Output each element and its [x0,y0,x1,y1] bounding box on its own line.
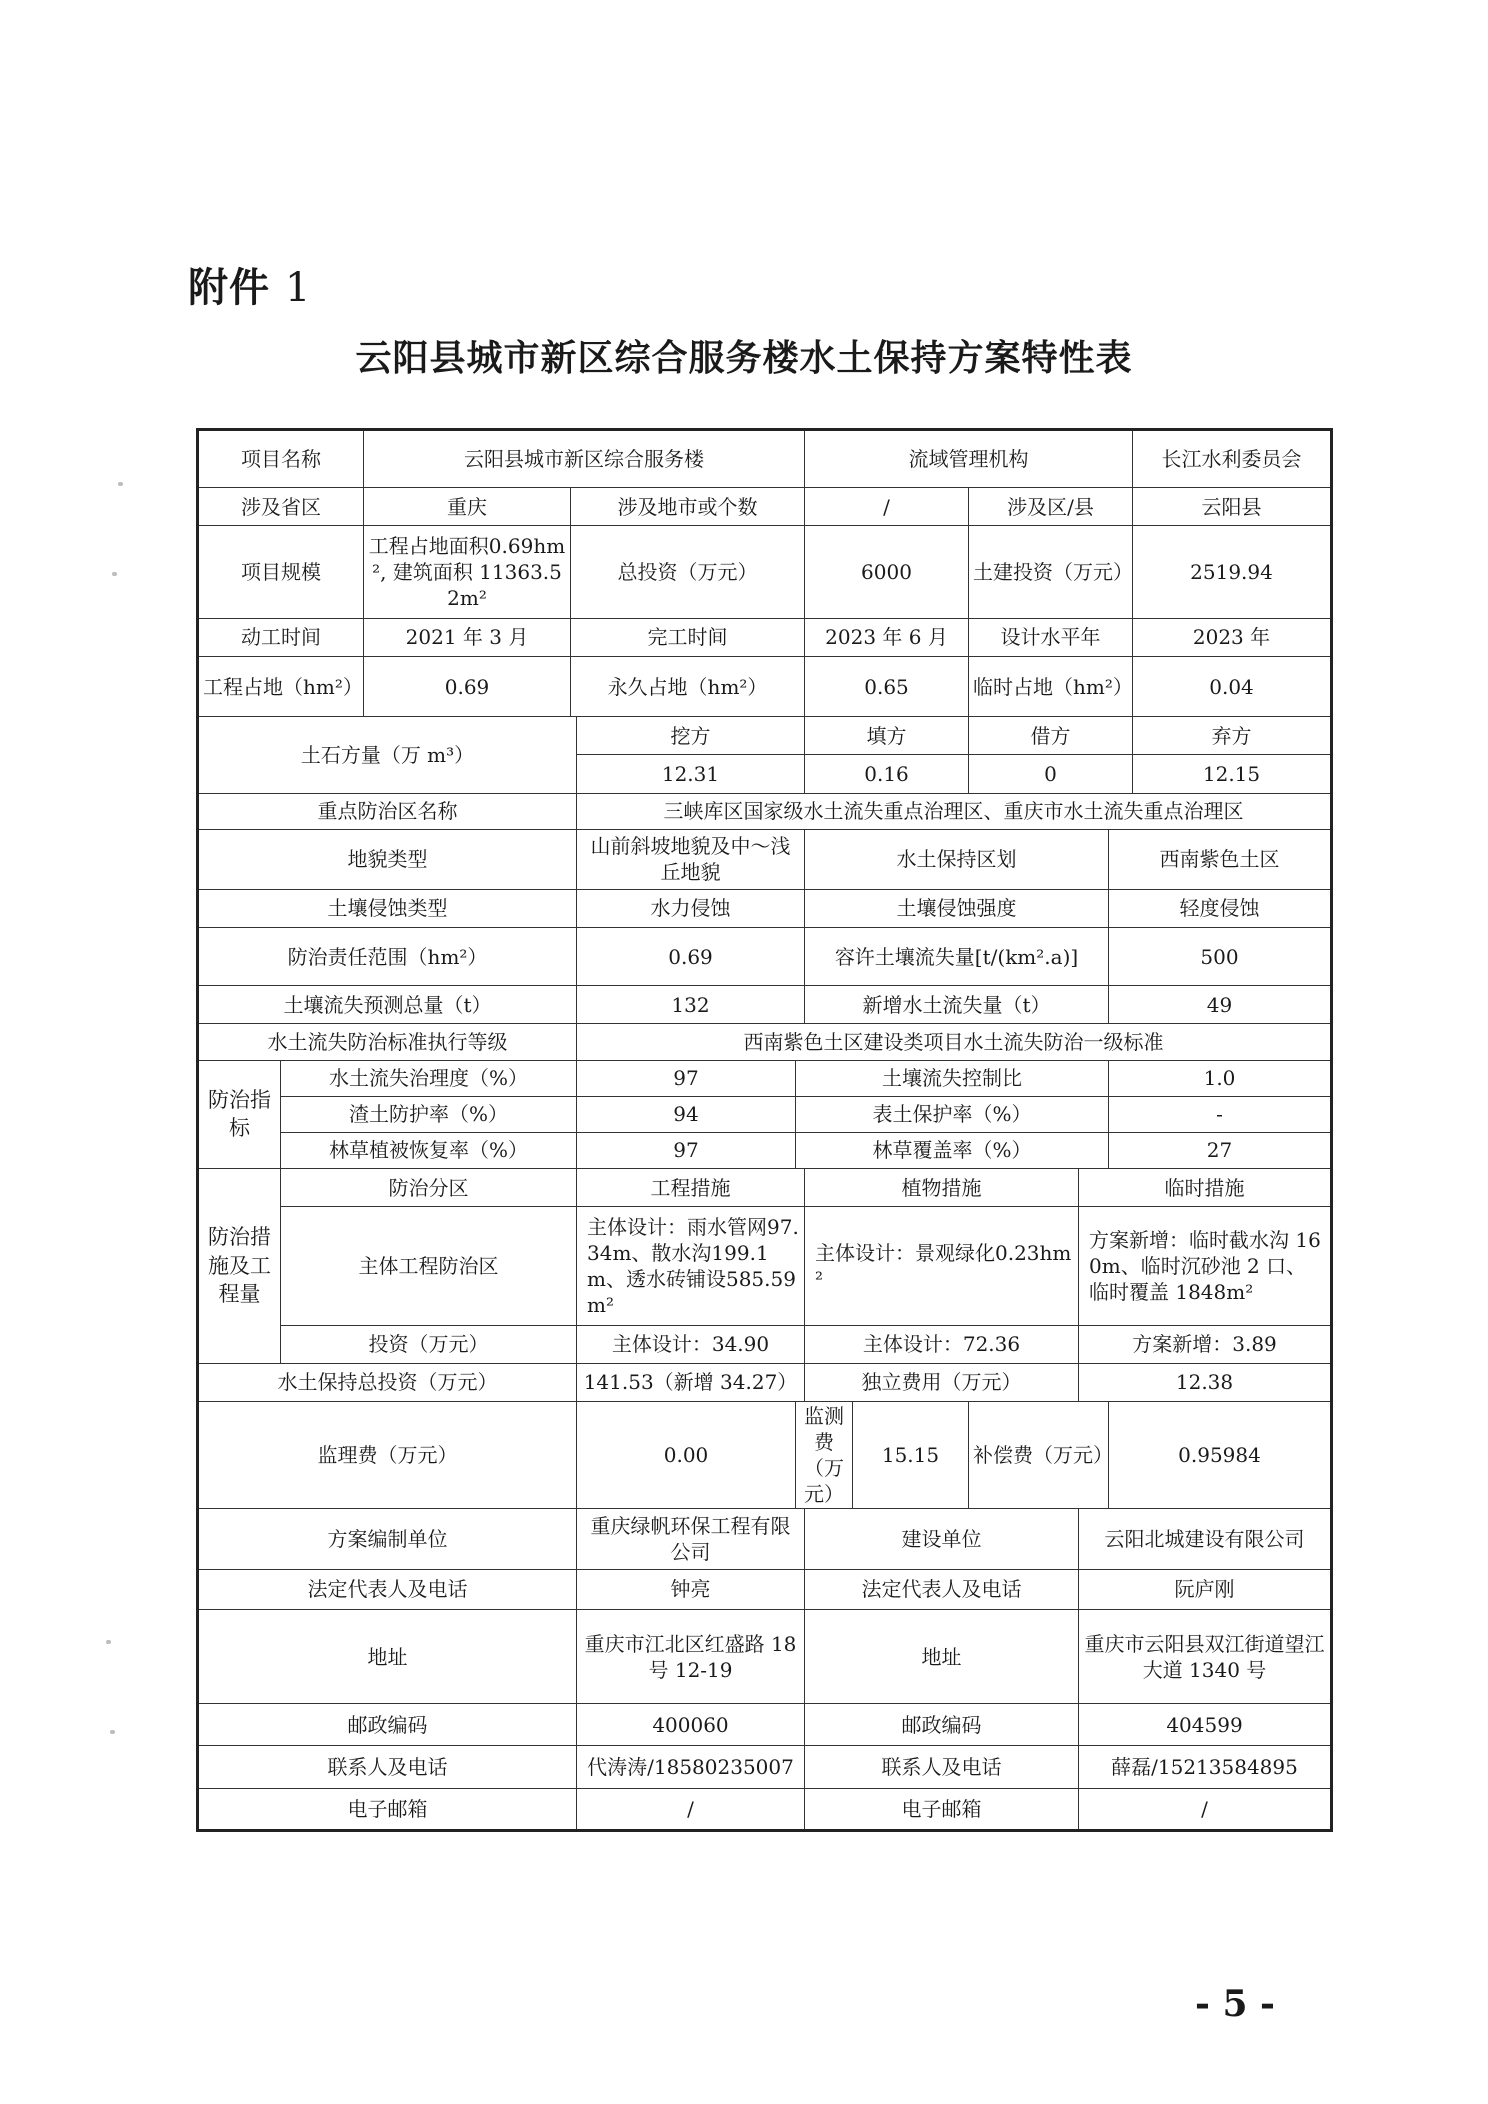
target-4-value: - [1109,1096,1332,1132]
temp-land-value: 0.04 [1133,656,1332,716]
row-total-invest [198,1363,1332,1401]
loss-total-label: 土壤流失预测总量（t） [198,986,577,1024]
total-invest-value: 6000 [805,526,969,618]
standard-label: 水土流失防治标准执行等级 [198,1024,577,1060]
total-invest-label: 总投资（万元） [571,526,805,618]
finish-value: 2023 年 6 月 [805,618,969,656]
email-label-2: 电子邮箱 [805,1788,1079,1830]
province-label: 涉及省区 [198,488,364,526]
resp-range-label: 防治责任范围（hm²） [198,928,577,986]
soil-zone-label: 水土保持区划 [805,829,1109,889]
target-2-value: 1.0 [1109,1060,1332,1096]
scale-value: 工程占地面积0.69hm², 建筑面积 11363.52m² [364,526,571,618]
earth-header-waste: 弃方 [1133,717,1332,755]
target-5-label: 林草植被恢复率（%） [281,1132,577,1168]
measures-invest-label: 投资（万元） [281,1325,577,1363]
key-zone-label: 重点防治区名称 [198,793,577,829]
measures-eng-header: 工程措施 [577,1169,805,1207]
key-zone-value: 三峡库区国家级水土流失重点治理区、重庆市水土流失重点治理区 [577,793,1332,829]
civil-invest-value: 2519.94 [1133,526,1332,618]
row-erosion [198,889,1332,927]
land-value: 0.69 [364,656,571,716]
allowable-loss-value: 500 [1109,928,1332,986]
temp-land-label: 临时占地（hm²） [969,656,1133,716]
project-name-value: 云阳县城市新区综合服务楼 [364,430,805,488]
row-landform [198,829,1332,889]
attachment-text: 附件 [188,265,270,311]
prep-unit-label: 方案编制单位 [198,1509,577,1569]
earth-header-cut: 挖方 [577,717,805,755]
earth-waste-value: 12.15 [1133,755,1332,793]
target-5-value: 97 [577,1132,796,1168]
attachment-number: 1 [284,265,312,311]
attachment-label [188,256,311,313]
row-target-1 [198,1060,1332,1096]
targets-group-label: 防治指标 [198,1060,281,1168]
land-label: 工程占地（hm²） [198,656,364,716]
legal-rep-label-1: 法定代表人及电话 [198,1569,577,1609]
postal-label-2: 邮政编码 [805,1704,1079,1746]
measures-eng-value: 主体设计：雨水管网97.34m、散水沟199.1m、透水砖铺设585.59m² [577,1207,805,1326]
target-6-label: 林草覆盖率（%） [796,1132,1109,1168]
contact-value-2: 薛磊/15213584895 [1079,1746,1332,1788]
civil-invest-label: 土建投资（万元） [969,526,1133,618]
soil-zone-value: 西南紫色土区 [1109,829,1332,889]
target-6-value: 27 [1109,1132,1332,1168]
row-legal [198,1569,1332,1609]
county-value: 云阳县 [1133,488,1332,526]
earth-header-borrow: 借方 [969,717,1133,755]
contact-label-1: 联系人及电话 [198,1746,577,1788]
target-2-label: 土壤流失控制比 [796,1060,1109,1096]
measures-group-label: 防治措施及工程量 [198,1169,281,1364]
scale-label: 项目规模 [198,526,364,618]
erosion-intensity-label: 土壤侵蚀强度 [805,889,1109,927]
build-unit-label: 建设单位 [805,1509,1079,1569]
postal-value-1: 400060 [577,1704,805,1746]
measures-invest-plant: 主体设计：72.36 [805,1325,1079,1363]
address-value-1: 重庆市江北区红盛路 18 号 12-19 [577,1609,805,1703]
row-key-zone [198,793,1332,829]
finish-label: 完工时间 [571,618,805,656]
legal-rep-label-2: 法定代表人及电话 [805,1569,1079,1609]
row-standard [198,1024,1332,1060]
basin-org-label: 流域管理机构 [805,430,1133,488]
target-1-value: 97 [577,1060,796,1096]
standard-value: 西南紫色土区建设类项目水土流失防治一级标准 [577,1024,1332,1060]
erosion-type-label: 土壤侵蚀类型 [198,889,577,927]
landform-value: 山前斜坡地貌及中～浅丘地貌 [577,829,805,889]
county-label: 涉及区/县 [969,488,1133,526]
email-label-1: 电子邮箱 [198,1788,577,1830]
measures-invest-temp: 方案新增：3.89 [1079,1325,1332,1363]
build-unit-value: 云阳北城建设有限公司 [1079,1509,1332,1569]
address-label-1: 地址 [198,1609,577,1703]
row-earth-header [198,717,1332,755]
measures-plant-header: 植物措施 [805,1169,1079,1207]
start-value: 2021 年 3 月 [364,618,571,656]
design-year-value: 2023 年 [1133,618,1332,656]
row-measures-invest [198,1325,1332,1363]
scan-speck [112,572,117,576]
row-postal [198,1704,1332,1746]
characteristics-table [196,428,1333,1832]
perm-land-value: 0.65 [805,656,969,716]
row-responsibility [198,928,1332,986]
perm-land-label: 永久占地（hm²） [571,656,805,716]
row-measures-header [198,1169,1332,1207]
project-name-label: 项目名称 [198,430,364,488]
target-3-value: 94 [577,1096,796,1132]
address-label-2: 地址 [805,1609,1079,1703]
row-scale [198,526,1332,618]
row-province [198,488,1332,526]
row-email [198,1788,1332,1830]
postal-label-1: 邮政编码 [198,1704,577,1746]
row-measures-main [198,1207,1332,1326]
independent-fee-value: 12.38 [1079,1363,1332,1401]
document-title: 云阳县城市新区综合服务楼水土保持方案特性表 [355,338,1133,379]
compensation-fee-label: 补偿费（万元） [969,1401,1109,1508]
legal-rep-value-1: 钟亮 [577,1569,805,1609]
supervision-fee-label: 监理费（万元） [198,1401,577,1508]
allowable-loss-label: 容许土壤流失量[t/(km².a)] [805,928,1109,986]
earth-label: 土石方量（万 m³） [198,717,577,793]
measures-zone-value: 主体工程防治区 [281,1207,577,1326]
monitoring-fee-value: 15.15 [853,1401,969,1508]
scan-speck [106,1640,111,1644]
independent-fee-label: 独立费用（万元） [805,1363,1079,1401]
city-label: 涉及地市或个数 [571,488,805,526]
page-number: - 5 - [1195,1983,1275,2025]
target-1-label: 水土流失治理度（%） [281,1060,577,1096]
email-value-2: / [1079,1788,1332,1830]
row-contact [198,1746,1332,1788]
row-project-name [198,430,1332,488]
row-schedule [198,618,1332,656]
row-fees [198,1401,1332,1508]
legal-rep-value-2: 阮庐刚 [1079,1569,1332,1609]
monitoring-fee-label: 监测费（万元） [796,1401,853,1508]
compensation-fee-value: 0.95984 [1109,1401,1332,1508]
row-target-2 [198,1096,1332,1132]
row-land [198,656,1332,716]
row-units [198,1509,1332,1569]
landform-label: 地貌类型 [198,829,577,889]
wsc-total-invest-label: 水土保持总投资（万元） [198,1363,577,1401]
postal-value-2: 404599 [1079,1704,1332,1746]
measures-temp-value: 方案新增：临时截水沟 160m、临时沉砂池 2 口、临时覆盖 1848m² [1079,1207,1332,1326]
wsc-total-invest-value: 141.53（新增 34.27） [577,1363,805,1401]
contact-label-2: 联系人及电话 [805,1746,1079,1788]
measures-temp-header: 临时措施 [1079,1169,1332,1207]
resp-range-value: 0.69 [577,928,805,986]
email-value-1: / [577,1788,805,1830]
earth-fill-value: 0.16 [805,755,969,793]
erosion-intensity-value: 轻度侵蚀 [1109,889,1332,927]
province-value: 重庆 [364,488,571,526]
address-value-2: 重庆市云阳县双江街道望江大道 1340 号 [1079,1609,1332,1703]
scan-speck [118,482,123,486]
loss-new-value: 49 [1109,986,1332,1024]
design-year-label: 设计水平年 [969,618,1133,656]
loss-total-value: 132 [577,986,805,1024]
earth-borrow-value: 0 [969,755,1133,793]
earth-header-fill: 填方 [805,717,969,755]
prep-unit-value: 重庆绿帆环保工程有限公司 [577,1509,805,1569]
start-label: 动工时间 [198,618,364,656]
target-4-label: 表土保护率（%） [796,1096,1109,1132]
measures-invest-eng: 主体设计：34.90 [577,1325,805,1363]
erosion-type-value: 水力侵蚀 [577,889,805,927]
target-3-label: 渣土防护率（%） [281,1096,577,1132]
earth-cut-value: 12.31 [577,755,805,793]
city-value: / [805,488,969,526]
row-loss [198,986,1332,1024]
scan-speck [110,1730,115,1734]
measures-plant-value: 主体设计：景观绿化0.23hm² [805,1207,1079,1326]
measures-zone-header: 防治分区 [281,1169,577,1207]
row-target-3 [198,1132,1332,1168]
supervision-fee-value: 0.00 [577,1401,796,1508]
contact-value-1: 代涛涛/18580235007 [577,1746,805,1788]
row-address [198,1609,1332,1703]
loss-new-label: 新增水土流失量（t） [805,986,1109,1024]
basin-org-value: 长江水利委员会 [1133,430,1332,488]
